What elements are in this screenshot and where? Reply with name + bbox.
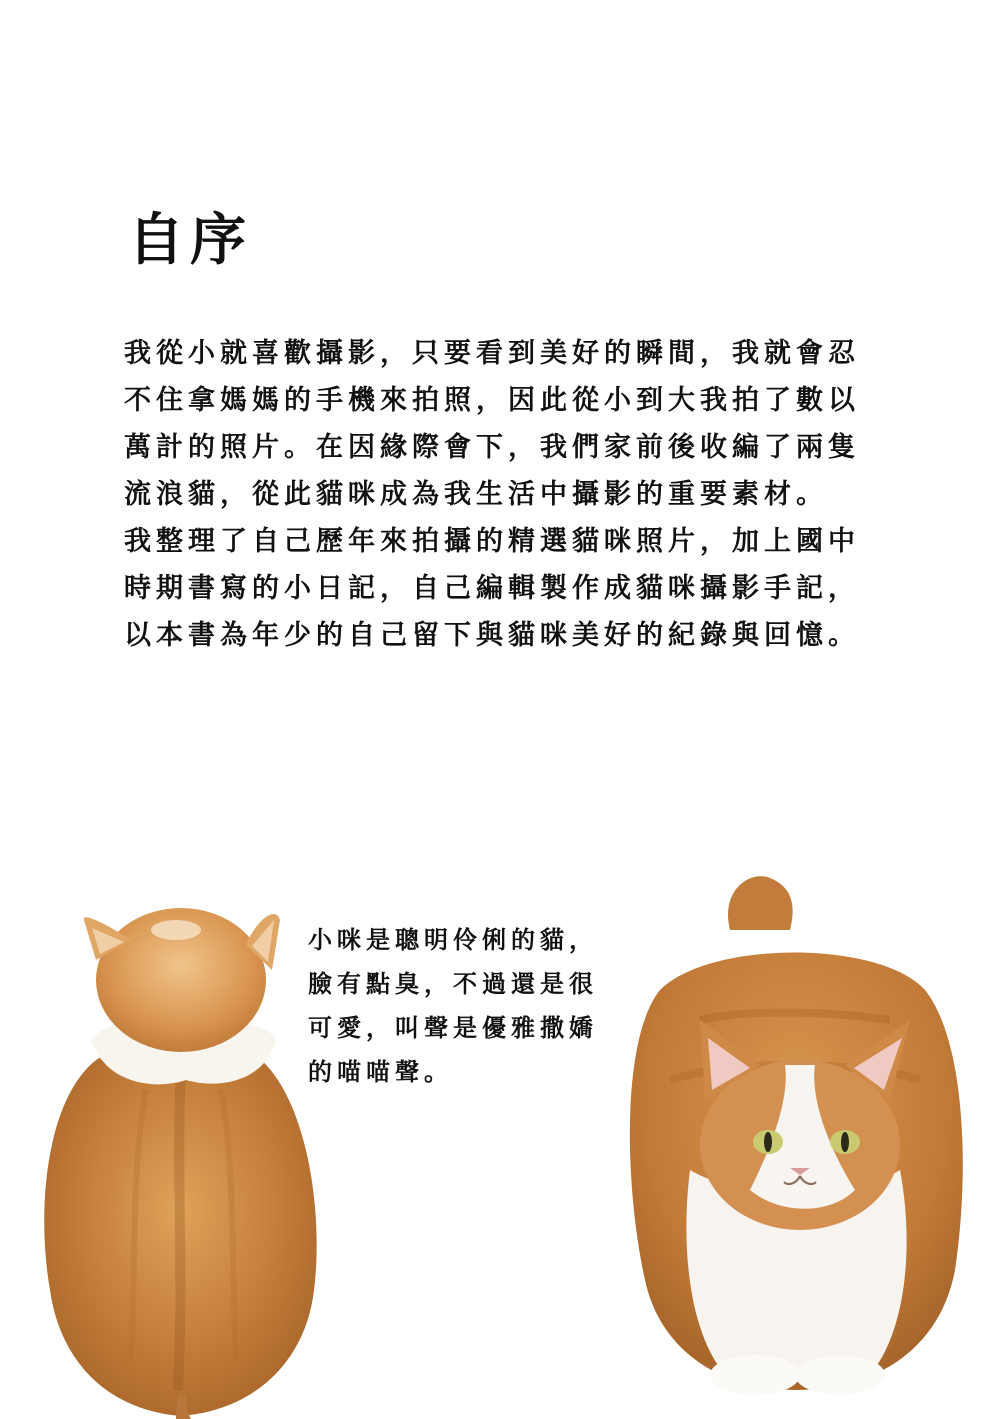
- cat-tail: [728, 876, 793, 930]
- page-title: 自序: [128, 207, 252, 273]
- cat-caption: [308, 918, 608, 1094]
- preface-line: 流浪貓，從此貓咪成為我生活中攝影的重要素材。: [124, 479, 828, 510]
- cat-paw-right: [795, 1355, 885, 1395]
- cat-paw-left: [710, 1355, 800, 1395]
- preface-line: 我整理了自己歷年來拍攝的精選貓咪照片，加上國中: [124, 526, 860, 557]
- preface-line: 時期書寫的小日記，自己編輯製作成貓咪攝影手記，: [124, 573, 860, 604]
- preface-line: 以本書為年少的自己留下與貓咪美好的紀錄與回憶。: [124, 620, 860, 651]
- cat-front-view-photo: [620, 870, 970, 1400]
- caption-line: 臉有點臭，不過還是很: [308, 969, 598, 998]
- preface-paragraph: [124, 330, 864, 659]
- cat-back-view-photo: [36, 890, 326, 1419]
- caption-line: 的喵喵聲。: [308, 1057, 453, 1086]
- caption-line: 可愛，叫聲是優雅撒嬌: [308, 1013, 598, 1042]
- preface-line: 不住拿媽媽的手機來拍照，因此從小到大我拍了數以: [124, 385, 860, 416]
- preface-line: 萬計的照片。在因緣際會下，我們家前後收編了兩隻: [124, 432, 860, 463]
- preface-line: 我從小就喜歡攝影，只要看到美好的瞬間，我就會忍: [124, 338, 860, 369]
- caption-line: 小咪是聰明伶俐的貓，: [308, 925, 598, 954]
